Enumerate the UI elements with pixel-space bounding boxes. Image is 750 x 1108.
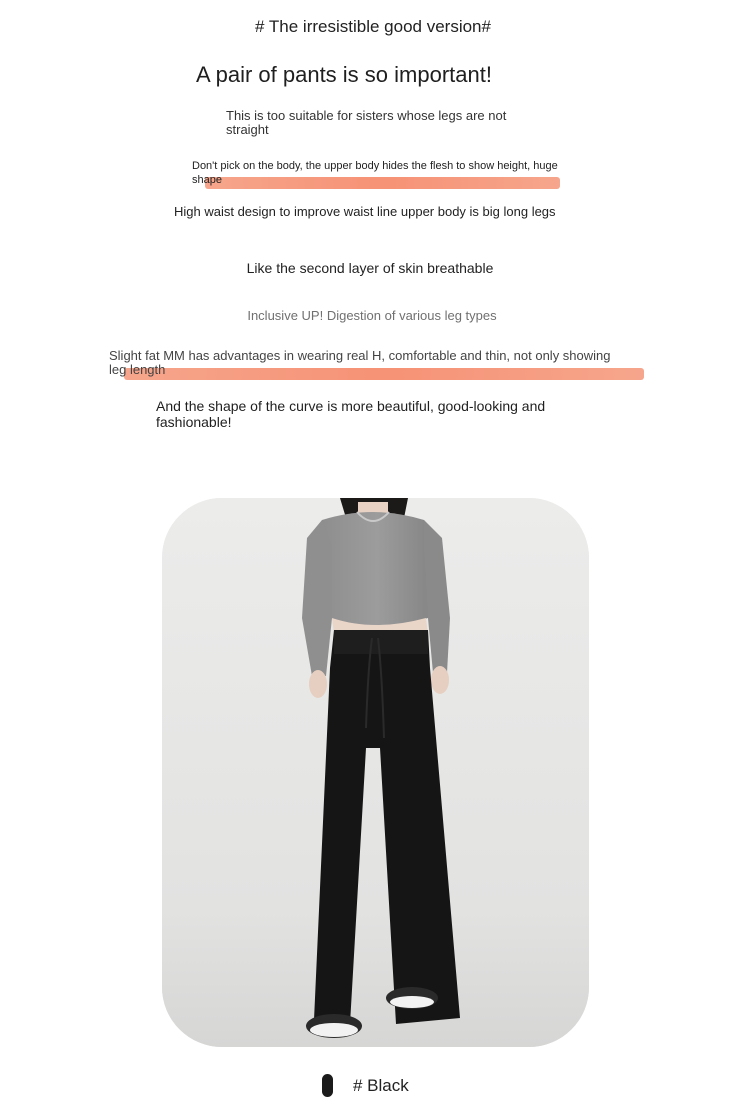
feature-text-3: High waist design to improve waist line upper body is big long legs — [174, 204, 556, 219]
color-label[interactable]: # Black — [353, 1076, 409, 1095]
feature-text-2: Don't pick on the body, the upper body hides the flesh to show height, huge shape — [192, 160, 558, 186]
feature-text-1: This is too suitable for sisters whose legs are not straight — [226, 108, 507, 137]
headline: A pair of pants is so important! — [196, 62, 492, 87]
color-swatch[interactable] — [322, 1074, 333, 1097]
feature-text-4: Like the second layer of skin breathable — [246, 260, 494, 276]
feature-text-5: Inclusive UP! Digestion of various leg types — [247, 308, 497, 323]
tagline: # The irresistible good version# — [255, 17, 491, 36]
feature-text-6: Slight fat MM has advantages in wearing real H, comfortable and thin, not only showing leg length — [109, 348, 611, 377]
model-photo — [162, 498, 589, 1047]
model-photo-icon — [162, 498, 589, 1047]
feature-text-7: And the shape of the curve is more beautiful, good-looking and fashionable! — [156, 398, 546, 430]
